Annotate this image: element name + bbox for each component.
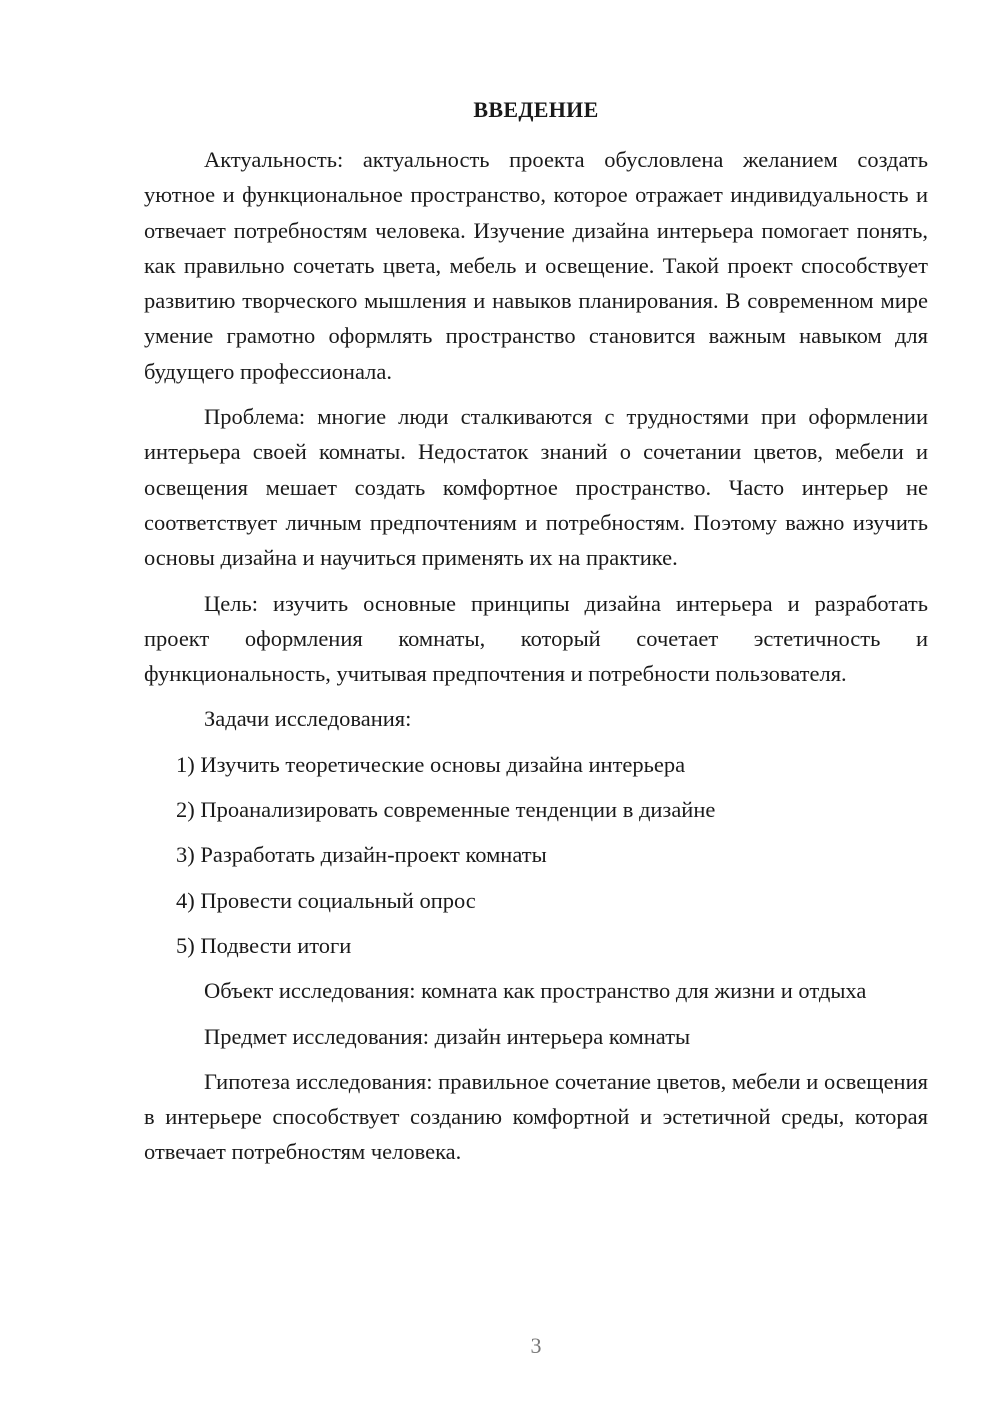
hypothesis-paragraph: Гипотеза исследования: правильное сочетание цветов, мебели и освещения в интерьере способствует созданию комфортной и эстетичной среды, которая отвечает потребностям человека. bbox=[144, 1068, 928, 1165]
tasks-list bbox=[144, 747, 928, 963]
relevance-paragraph: Актуальность: актуальность проекта обусловлена желанием создать уютное и функциональное пространство, которое отражает индивидуальность и отвечает потребностям человека. Изучение дизайна интерьера помогает понять, как правильно сочетать цвета, мебель и освещение. Такой проект способствует развитию творческого мышления и навыков планирования. В современном мире умение грамотно оформлять пространство становится важным навыком для будущего профессионала. bbox=[144, 147, 928, 384]
document-body bbox=[144, 142, 928, 1180]
object-paragraph: Объект исследования: комната как пространство для жизни и отдыха bbox=[204, 978, 867, 1004]
list-item: 4) Провести социальный опрос bbox=[176, 887, 476, 913]
list-item: 5) Подвести итоги bbox=[176, 932, 352, 958]
subject-paragraph: Предмет исследования: дизайн интерьера комнаты bbox=[204, 1023, 691, 1049]
tasks-heading: Задачи исследования: bbox=[204, 706, 412, 732]
problem-paragraph: Проблема: многие люди сталкиваются с трудностями при оформлении интерьера своей комнаты. Недостаток знаний о сочетании цветов, мебели и освещения мешает создать комфортное пространство. Часто интерьер не соответствует личным предпочтениям и потребностям. Поэтому важно изучить основы дизайна и научиться применять их на практике. bbox=[144, 404, 928, 571]
page-title: ВВЕДЕНИЕ bbox=[473, 97, 599, 122]
goal-paragraph: Цель: изучить основные принципы дизайна интерьера и разработать проект оформления комнаты, который сочетает эстетичность и функциональность, учитывая предпочтения и потребности пользователя. bbox=[144, 590, 928, 687]
list-item: 2) Проанализировать современные тенденции в дизайне bbox=[176, 797, 716, 823]
list-item: 1) Изучить теоретические основы дизайна интерьера bbox=[176, 751, 686, 777]
page-number: 3 bbox=[530, 1333, 542, 1358]
list-item: 3) Разработать дизайн-проект комнаты bbox=[176, 842, 547, 868]
